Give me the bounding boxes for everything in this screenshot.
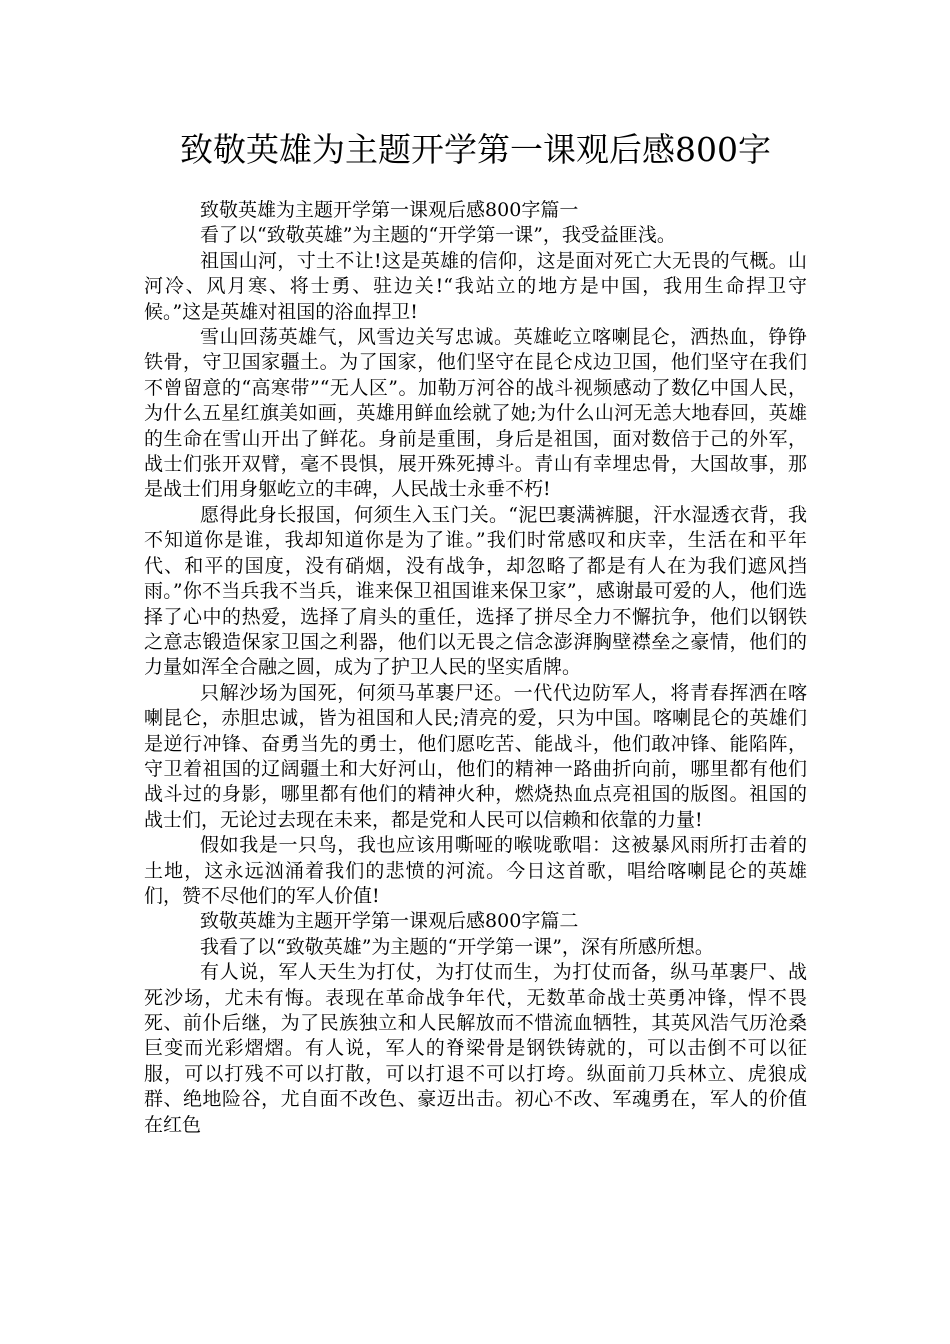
paragraph: 祖国山河，寸土不让!这是英雄的信仰，这是面对死亡大无畏的气概。山河冷、风月寒、将士勇、驻边关!“我站立的地方是中国，我用生命捍卫守候。”这是英雄对祖国的浴血捍卫! bbox=[144, 249, 807, 323]
section-heading: 致敬英雄为主题开学第一课观后感800字篇二 bbox=[200, 910, 579, 933]
paragraph: 假如我是一只鸟，我也应该用嘶哑的喉咙歌唱：这被暴风雨所打击着的土地，这永远汹涌着我们的悲愤的河流。今日这首歌，唱给喀喇昆仑的英雄们，赞不尽他们的军人价值! bbox=[144, 834, 807, 907]
paragraph: 只解沙场为国死，何须马革裹尸还。一代代边防军人，将青春挥洒在喀喇昆仑，赤胆忠诚，皆为祖国和人民;清亮的爱，只为中国。喀喇昆仑的英雄们是逆行冲锋、奋勇当先的勇士，他们愿吃苦、能战斗，他们敢冲锋、能陷阵，守卫着祖国的辽阔疆土和大好河山，他们的精神一路曲折向前，哪里都有他们战斗过的身影，哪里都有他们的精神火种，燃烧热血点亮祖国的版图。祖国的战士们，无论过去现在未来，都是党和人民可以信赖和依靠的力量! bbox=[144, 681, 807, 831]
paragraph: 愿得此身长报国，何须生入玉门关。“泥巴裹满裤腿，汗水湿透衣背，我不知道你是谁，我却知道你是为了谁。”我们时常感叹和庆幸，生活在和平年代、和平的国度，没有硝烟，没有战争，却忽略了都是有人在为我们遮风挡雨。”你不当兵我不当兵，谁来保卫祖国谁来保卫家”，感谢最可爱的人，他们选择了心中的热爱，选择了肩头的重任，选择了拼尽全力不懈抗争，他们以钢铁之意志锻造保家卫国之利器，他们以无畏之信念澎湃胸壁襟垒之豪情，他们的力量如浑全合融之圆，成为了护卫人民的坚实盾牌。 bbox=[144, 503, 807, 679]
paragraph: 看了以“致敬英雄”为主题的“开学第一课”，我受益匪浅。 bbox=[200, 224, 676, 247]
section-heading: 致敬英雄为主题开学第一课观后感800字篇一 bbox=[200, 199, 579, 221]
document-title: 致敬英雄为主题开学第一课观后感800字 bbox=[180, 130, 771, 169]
paragraph: 我看了以“致敬英雄”为主题的“开学第一课”，深有所感所想。 bbox=[200, 935, 714, 958]
document-body bbox=[144, 198, 807, 1138]
paragraph: 雪山回荡英雄气，风雪边关写忠诚。英雄屹立喀喇昆仑，洒热血，铮铮铁骨，守卫国家疆土。为了国家，他们坚守在昆仑戍边卫国，他们坚守在我们不曾留意的“高寒带”“无人区”。加勒万河谷的战斗视频感动了数亿中国人民，为什么五星红旗美如画，英雄用鲜血绘就了她;为什么山河无恙大地春回，英雄的生命在雪山开出了鲜花。身前是重围，身后是祖国，面对数倍于己的外军，战士们张开双臂，毫不畏惧，展开殊死搏斗。青山有幸埋忠骨，大国故事，那是战士们用身躯屹立的丰碑，人民战士永垂不朽! bbox=[144, 326, 807, 501]
paragraph: 有人说，军人天生为打仗，为打仗而生，为打仗而备，纵马革裹尸、战死沙场，尤未有悔。表现在革命战争年代，无数革命战士英勇冲锋，悍不畏死、前仆后继，为了民族独立和人民解放而不惜流血牺牲，其英风浩气历沧桑巨变而光彩熠熠。有人说，军人的脊梁骨是钢铁铸就的，可以击倒不可以征服，可以打残不可以打散，可以打退不可以打垮。纵面前刀兵林立、虎狼成群、绝地险谷，尤自面不改色、豪迈出击。初心不改、军魂勇在，军人的价值在红色 bbox=[144, 961, 807, 1136]
